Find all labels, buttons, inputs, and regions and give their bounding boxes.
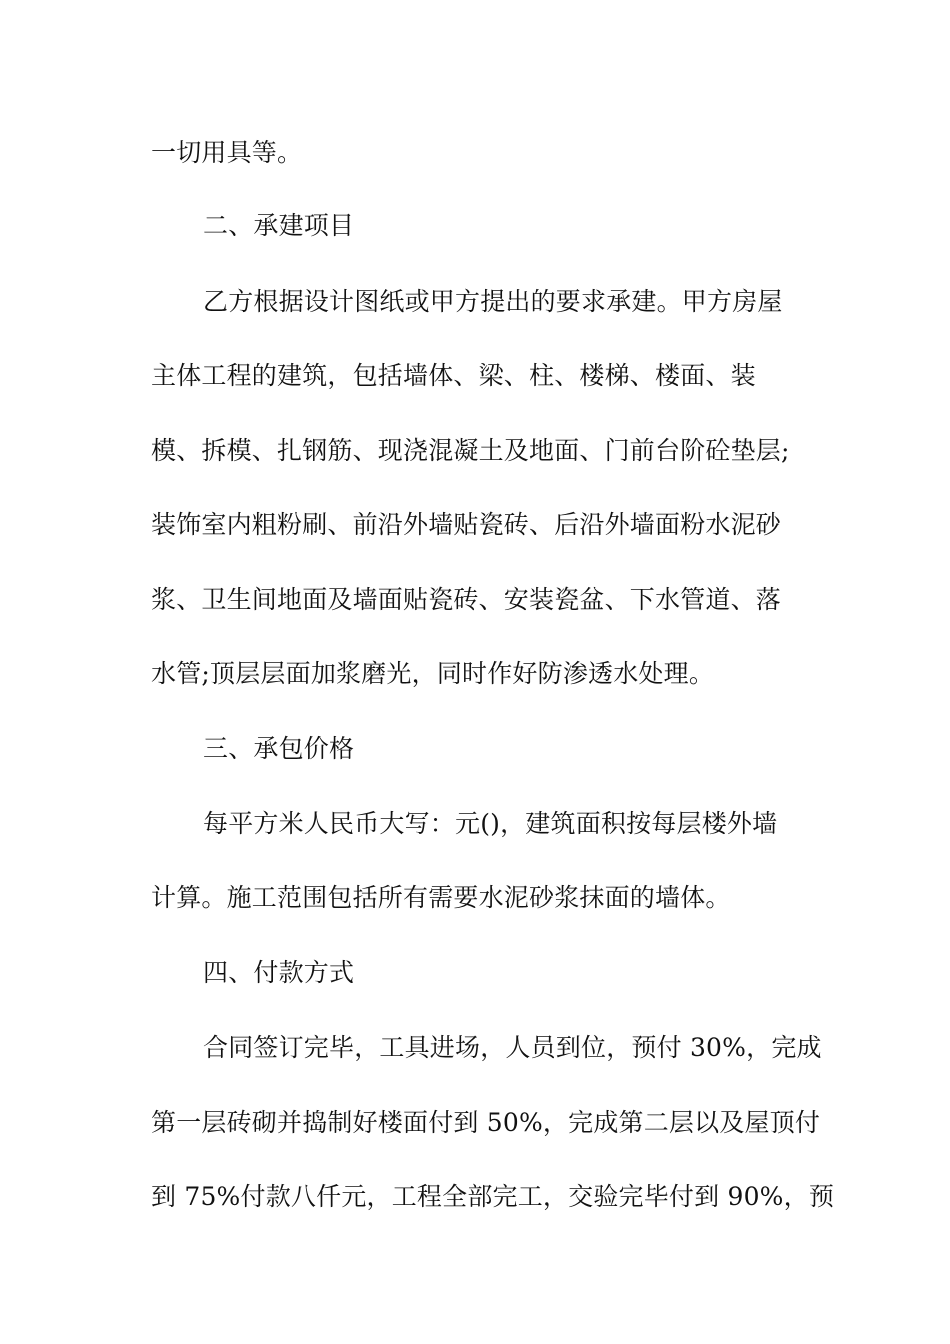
section-heading-payment-method: 四、付款方式 bbox=[203, 958, 355, 987]
paragraph-line: 浆、卫生间地面及墙面贴瓷砖、安装瓷盆、下水管道、落 bbox=[151, 585, 782, 614]
paragraph-line: 计算。施工范围包括所有需要水泥砂浆抹面的墙体。 bbox=[151, 883, 731, 912]
paragraph-line: 每平方米人民币大写：元()，建筑面积按每层楼外墙 bbox=[203, 809, 778, 838]
paragraph-line: 水管;顶层层面加浆磨光，同时作好防渗透水处理。 bbox=[151, 659, 715, 688]
section-heading-contract-price: 三、承包价格 bbox=[203, 734, 355, 763]
paragraph-line: 合同签订完毕，工具进场，人员到位，预付 30%，完成 bbox=[203, 1033, 822, 1062]
paragraph-line: 装饰室内粗粉刷、前沿外墙贴瓷砖、后沿外墙面粉水泥砂 bbox=[151, 510, 782, 539]
paragraph-line: 到 75%付款八仟元，工程全部完工，交验完毕付到 90%，预 bbox=[151, 1182, 835, 1211]
paragraph-line: 一切用具等。 bbox=[151, 138, 303, 167]
section-heading-construction-items: 二、承建项目 bbox=[203, 211, 355, 240]
paragraph-line: 第一层砖砌并捣制好楼面付到 50%，完成第二层以及屋顶付 bbox=[151, 1108, 821, 1137]
paragraph-line: 模、拆模、扎钢筋、现浇混凝土及地面、门前台阶砼垫层; bbox=[151, 436, 790, 465]
paragraph-line: 乙方根据设计图纸或甲方提出的要求承建。甲方房屋 bbox=[203, 287, 783, 316]
paragraph-line: 主体工程的建筑，包括墙体、梁、柱、楼梯、楼面、装 bbox=[151, 361, 756, 390]
